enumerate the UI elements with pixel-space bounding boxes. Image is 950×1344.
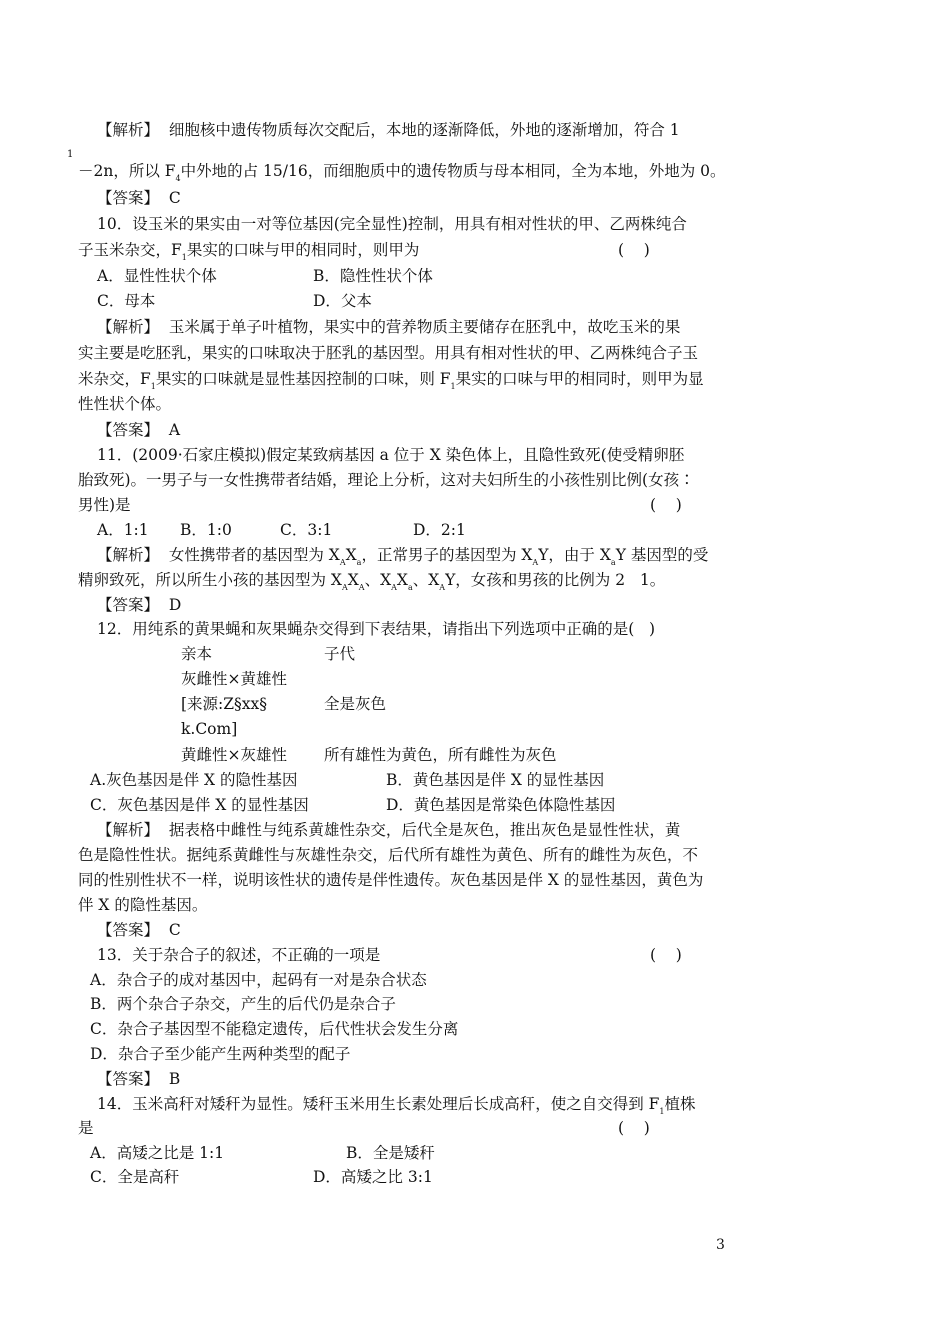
q13-option-b: B．两个杂合子杂交，产生的后代仍是杂合子 bbox=[90, 995, 396, 1013]
q10-answer-paren: ( ) bbox=[618, 241, 650, 259]
q11-stem-line1: 11．(2009·石家庄模拟)假定某致病基因 a 位于 X 染色体上，且隐性致死(使受精卵胚 bbox=[97, 446, 685, 464]
q14-option-c: C．全是高秆 bbox=[90, 1168, 180, 1186]
q12-option-c: C．灰色基因是伴 X 的显性基因 bbox=[90, 796, 309, 814]
q11-stem-line2: 胎致死)。一男子与一女性携带者结婚，理论上分析，这对夫妇所生的小孩性别比例(女孩∶ bbox=[78, 471, 695, 489]
q12-analysis-line3: 同的性别性状不一样，说明该性状的遗传是伴性遗传。灰色基因是伴 X 的显性基因，黄色为 bbox=[78, 871, 704, 889]
q10-analysis-line1: 【解析】 玉米属于单子叶植物，果实中的营养物质主要储存在胚乳中，故吃玉米的果 bbox=[97, 318, 681, 336]
q12-row2-parent: 黄雌性×灰雄性 bbox=[181, 746, 287, 764]
q14-option-b: B．全是矮秆 bbox=[346, 1144, 435, 1162]
q9-fraction-numerator: 1 bbox=[67, 149, 74, 160]
q10-option-c: C．母本 bbox=[97, 292, 156, 310]
q13-answer: 【答案】 B bbox=[97, 1070, 181, 1088]
q12-table-head-child: 子代 bbox=[324, 645, 356, 663]
q9-answer: 【答案】 C bbox=[97, 189, 181, 207]
q12-analysis-line2: 色是隐性性状。据纯系黄雌性与灰雄性杂交，后代所有雄性为黄色、所有的雌性为灰色，不 bbox=[78, 846, 699, 864]
q10-stem-line1: 10．设玉米的果实由一对等位基因(完全显性)控制，用具有相对性状的甲、乙两株纯合 bbox=[97, 215, 687, 233]
q9-analysis-line2: －2n，所以 $F_4$中外地的占 15/16，而细胞质中的遗传物质与母本相同，全为本地，外地为 0。 bbox=[78, 162, 726, 183]
q11-analysis-line1: 【解析】 女性携带者的基因型为 $X_AX_a$，正常男子的基因型为 $X_AY$，由于 $X_aY$ 基因型的受 bbox=[97, 546, 709, 567]
q11-option-a: A．1:1 bbox=[97, 521, 149, 539]
q10-analysis-line3: 米杂交，$F_1$果实的口味就是显性基因控制的口味，则 $F_1$果实的口味与甲的相同时，则甲为显 bbox=[78, 370, 704, 391]
q14-answer-paren: ( ) bbox=[618, 1119, 650, 1137]
q9-analysis-line1: 【解析】 细胞核中遗传物质每次交配后，本地的逐渐降低，外地的逐渐增加，符合 1 bbox=[97, 121, 680, 139]
q11-answer-paren: ( ) bbox=[650, 496, 682, 514]
q13-option-a: A．杂合子的成对基因中，起码有一对是杂合状态 bbox=[90, 971, 427, 989]
q10-stem-line2: 子玉米杂交，$F_1$果实的口味与甲的相同时，则甲为 bbox=[78, 241, 420, 262]
q11-answer: 【答案】 D bbox=[97, 596, 182, 614]
q12-option-a: A.灰色基因是伴 X 的隐性基因 bbox=[90, 771, 298, 789]
q10-option-d: D．父本 bbox=[313, 292, 372, 310]
q10-analysis-line2: 实主要是吃胚乳，果实的口味取决于胚乳的基因型。用具有相对性状的甲、乙两株纯合子玉 bbox=[78, 344, 699, 362]
q13-option-c: C．杂合子基因型不能稳定遗传，后代性状会发生分离 bbox=[90, 1020, 459, 1038]
q10-answer: 【答案】 A bbox=[97, 421, 181, 439]
q14-stem-line2: 是 bbox=[78, 1119, 94, 1137]
q12-answer: 【答案】 C bbox=[97, 921, 181, 939]
q11-option-d: D．2:1 bbox=[413, 521, 466, 539]
q14-stem-line1: 14．玉米高秆对矮秆为显性。矮秆玉米用生长素处理后长成高秆，使之自交得到 $F_1$植株 bbox=[97, 1095, 696, 1116]
q11-option-b: B．1:0 bbox=[180, 521, 232, 539]
q10-analysis-line4: 性性状个体。 bbox=[78, 395, 172, 413]
q11-stem-line3: 男性)是 bbox=[78, 496, 131, 514]
q12-row1-parent: 灰雌性×黄雄性 bbox=[181, 670, 287, 688]
q12-row1-source2: k.Com] bbox=[181, 720, 238, 738]
q13-option-d: D．杂合子至少能产生两种类型的配子 bbox=[90, 1045, 351, 1063]
q12-stem: 12．用纯系的黄果蝇和灰果蝇杂交得到下表结果，请指出下列选项中正确的是( ) bbox=[97, 620, 656, 638]
q13-answer-paren: ( ) bbox=[650, 946, 682, 964]
q12-row1-source: [来源:Z§xx§ bbox=[181, 695, 268, 713]
q11-option-c: C．3:1 bbox=[280, 521, 333, 539]
q11-analysis-line2: 精卵致死，所以所生小孩的基因型为 $X_AX_A$、$X_AX_a$、$X_AY$，女孩和男孩的比例为 2 1。 bbox=[78, 571, 666, 592]
q12-option-d: D．黄色基因是常染色体隐性基因 bbox=[386, 796, 616, 814]
page-number: 3 bbox=[716, 1237, 725, 1253]
q12-analysis-line4: 伴 X 的隐性基因。 bbox=[78, 896, 208, 914]
q12-analysis-line1: 【解析】 据表格中雌性与纯系黄雄性杂交，后代全是灰色，推出灰色是显性性状，黄 bbox=[97, 821, 681, 839]
q14-option-d: D．高矮之比 3:1 bbox=[313, 1168, 433, 1186]
q9-analysis-tag: 【解析】 bbox=[97, 121, 160, 139]
q10-option-a: A．显性性状个体 bbox=[97, 267, 217, 285]
q13-stem: 13．关于杂合子的叙述，不正确的一项是 bbox=[97, 946, 381, 964]
q14-option-a: A．高矮之比是 1:1 bbox=[90, 1144, 225, 1162]
q10-option-b: B．隐性性状个体 bbox=[313, 267, 433, 285]
q12-option-b: B．黄色基因是伴 X 的显性基因 bbox=[386, 771, 605, 789]
q12-table-head-parent: 亲本 bbox=[181, 645, 213, 663]
q12-row1-child: 全是灰色 bbox=[324, 695, 387, 713]
q12-row2-child: 所有雄性为黄色，所有雌性为灰色 bbox=[324, 746, 557, 764]
